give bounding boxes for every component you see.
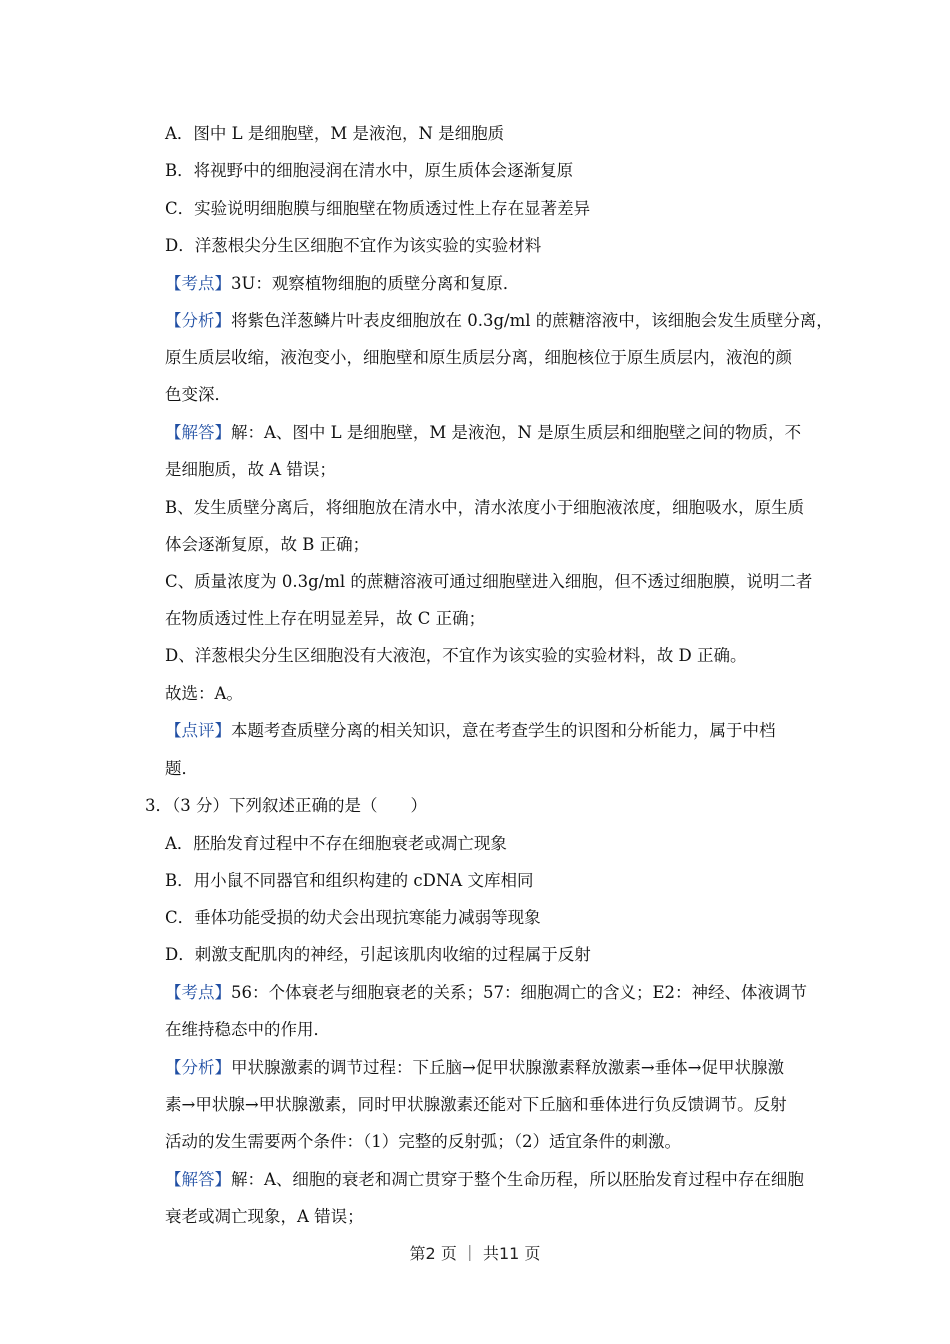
q3-kaodian <box>165 982 810 1004</box>
q3-option-b: B．用小鼠不同器官和组织构建的 cDNA 文库相同 <box>165 871 534 890</box>
fenxi-text: 将紫色洋葱鳞片叶表皮细胞放在 0.3g/ml 的蔗糖溶液中，该细胞会发生质壁分离， <box>231 311 833 330</box>
fenxi-text: 甲状腺激素的调节过程：下丘脑→促甲状腺激素释放激素→垂体→促甲状腺激 <box>231 1058 784 1077</box>
q2-option-b: B．将视野中的细胞浸润在清水中，原生质体会逐渐复原 <box>165 161 574 180</box>
q3-option-a: A．胚胎发育过程中不存在细胞衰老或凋亡现象 <box>165 834 507 853</box>
q2-option-a: A．图中 L 是细胞壁，M 是液泡，N 是细胞质 <box>165 124 505 143</box>
dianping-tag: 【点评】 <box>165 721 231 740</box>
jieda-text: 解：A、细胞的衰老和凋亡贯穿于整个生命历程，所以胚胎发育过程中存在细胞 <box>231 1170 804 1189</box>
page-footer: 第2 页 ｜ 共11 页 <box>409 1244 541 1263</box>
q2-option-c: C．实验说明细胞膜与细胞壁在物质透过性上存在显著差异 <box>165 199 591 218</box>
q3-kaodian-line: 在维持稳态中的作用． <box>165 1020 330 1039</box>
q2-dianping <box>165 720 810 742</box>
q3-option-c: C．垂体功能受损的幼犬会出现抗寒能力减弱等现象 <box>165 908 541 927</box>
jieda-tag: 【解答】 <box>165 423 231 442</box>
kaodian-text: 3U：观察植物细胞的质壁分离和复原． <box>231 274 520 293</box>
q2-jieda-line: 在物质透过性上存在明显差异，故 C 正确； <box>165 609 486 628</box>
q2-jieda-line: C、质量浓度为 0.3g/ml 的蔗糖溶液可通过细胞壁进入细胞，但不透过细胞膜，说明二者 <box>165 572 813 591</box>
kaodian-tag: 【考点】 <box>165 274 231 293</box>
q2-fenxi-line: 原生质层收缩，液泡变小，细胞壁和原生质层分离，细胞核位于原生质层内，液泡的颜 <box>165 348 792 367</box>
q2-answer: 故选：A。 <box>165 684 243 703</box>
q2-jieda-line: D、洋葱根尖分生区细胞没有大液泡，不宜作为该实验的实验材料，故 D 正确。 <box>165 646 747 665</box>
q3-option-d: D．刺激支配肌肉的神经，引起该肌肉收缩的过程属于反射 <box>165 945 591 964</box>
dianping-text: 本题考查质壁分离的相关知识，意在考查学生的识图和分析能力，属于中档 <box>231 721 776 740</box>
q2-option-d: D．洋葱根尖分生区细胞不宜作为该实验的实验材料 <box>165 236 542 255</box>
q3-fenxi-line: 素→甲状腺→甲状腺激素，同时甲状腺激素还能对下丘脑和垂体进行负反馈调节。反射 <box>165 1095 787 1114</box>
q3-jieda-line: 衰老或凋亡现象，A 错误； <box>165 1207 364 1226</box>
q2-jieda <box>165 422 810 444</box>
q2-jieda-line: 体会逐渐复原，故 B 正确； <box>165 535 370 554</box>
jieda-text: 解：A、图中 L 是细胞壁，M 是液泡，N 是原生质层和细胞壁之间的物质，不 <box>231 423 802 442</box>
jieda-tag: 【解答】 <box>165 1170 231 1189</box>
fenxi-tag: 【分析】 <box>165 311 231 330</box>
q2-dianping-line: 题． <box>165 759 198 778</box>
q2-fenxi-line: 色变深． <box>165 385 231 404</box>
q3-fenxi-line: 活动的发生需要两个条件：（1）完整的反射弧；（2）适宜条件的刺激。 <box>165 1132 681 1151</box>
q2-jieda-line: 是细胞质，故 A 错误； <box>165 460 336 479</box>
fenxi-tag: 【分析】 <box>165 1058 231 1077</box>
q2-fenxi <box>165 310 833 332</box>
q2-kaodian <box>165 273 810 295</box>
q3-stem: 3．（3 分）下列叙述正确的是（ ） <box>145 796 427 815</box>
q2-jieda-line: B、发生质壁分离后，将细胞放在清水中，清水浓度小于细胞液浓度，细胞吸水，原生质 <box>165 498 805 517</box>
kaodian-tag: 【考点】 <box>165 983 231 1002</box>
q3-fenxi <box>165 1057 810 1079</box>
kaodian-text: 56：个体衰老与细胞衰老的关系；57：细胞凋亡的含义；E2：神经、体液调节 <box>231 983 808 1002</box>
q3-jieda <box>165 1169 810 1191</box>
